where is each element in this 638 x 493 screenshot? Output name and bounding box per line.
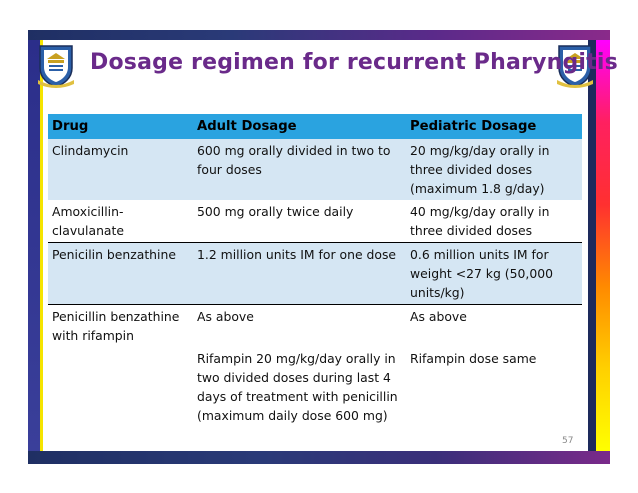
drug-cell: Amoxicillin-clavulanate <box>48 200 193 243</box>
left-accent-stripe <box>40 40 43 451</box>
drug-cell: Clindamycin <box>52 143 129 158</box>
adult-dosage-cell: 1.2 million units IM for one dose <box>193 243 406 305</box>
table-row <box>48 347 582 427</box>
page-number: 57 <box>562 436 574 446</box>
top-border-bar <box>28 30 610 40</box>
left-border-bar <box>28 40 40 451</box>
adult-dosage-cell: 500 mg orally twice daily <box>193 200 406 243</box>
right-inner-border <box>588 40 596 451</box>
university-crest-icon <box>36 42 76 88</box>
drug-cell <box>48 347 193 427</box>
table-header-row <box>48 114 582 139</box>
header-pediatric-dosage: Pediatric Dosage <box>406 114 582 139</box>
pediatric-dosage-cell: As above <box>410 309 467 324</box>
drug-cell: Penicilin benzathine <box>48 243 193 305</box>
table-row <box>48 139 582 200</box>
table-row <box>48 200 582 243</box>
adult-dosage-cell: 600 mg orally divided in two to four doses <box>197 143 391 177</box>
slide-title: Dosage regimen for recurrent Pharyngitis <box>90 50 618 75</box>
pediatric-dosage-cell: 20 mg/kg/day orally in three divided doses (maximum 1.8 g/day) <box>410 143 550 196</box>
table-row <box>48 305 582 348</box>
pediatric-dosage-cell: 0.6 million units IM for weight <27 kg (50,000 units/kg) <box>406 243 582 305</box>
table-row <box>48 243 582 305</box>
right-gradient-bar <box>596 40 610 451</box>
drug-cell: Penicillin benzathine with rifampin <box>52 309 180 343</box>
header-adult-dosage: Adult Dosage <box>193 114 406 139</box>
adult-dosage-cell: Rifampin 20 mg/kg/day orally in two divided doses during last 4 days of treatment with penicillin (maximum daily dose 600 mg) <box>197 351 398 423</box>
adult-dosage-cell: As above <box>197 309 254 324</box>
pediatric-dosage-cell: 40 mg/kg/day orally in three divided doses <box>406 200 582 243</box>
dosage-table <box>48 114 582 427</box>
bottom-border-bar <box>28 451 610 464</box>
pediatric-dosage-cell: Rifampin dose same <box>410 351 537 366</box>
header-drug: Drug <box>48 114 193 139</box>
